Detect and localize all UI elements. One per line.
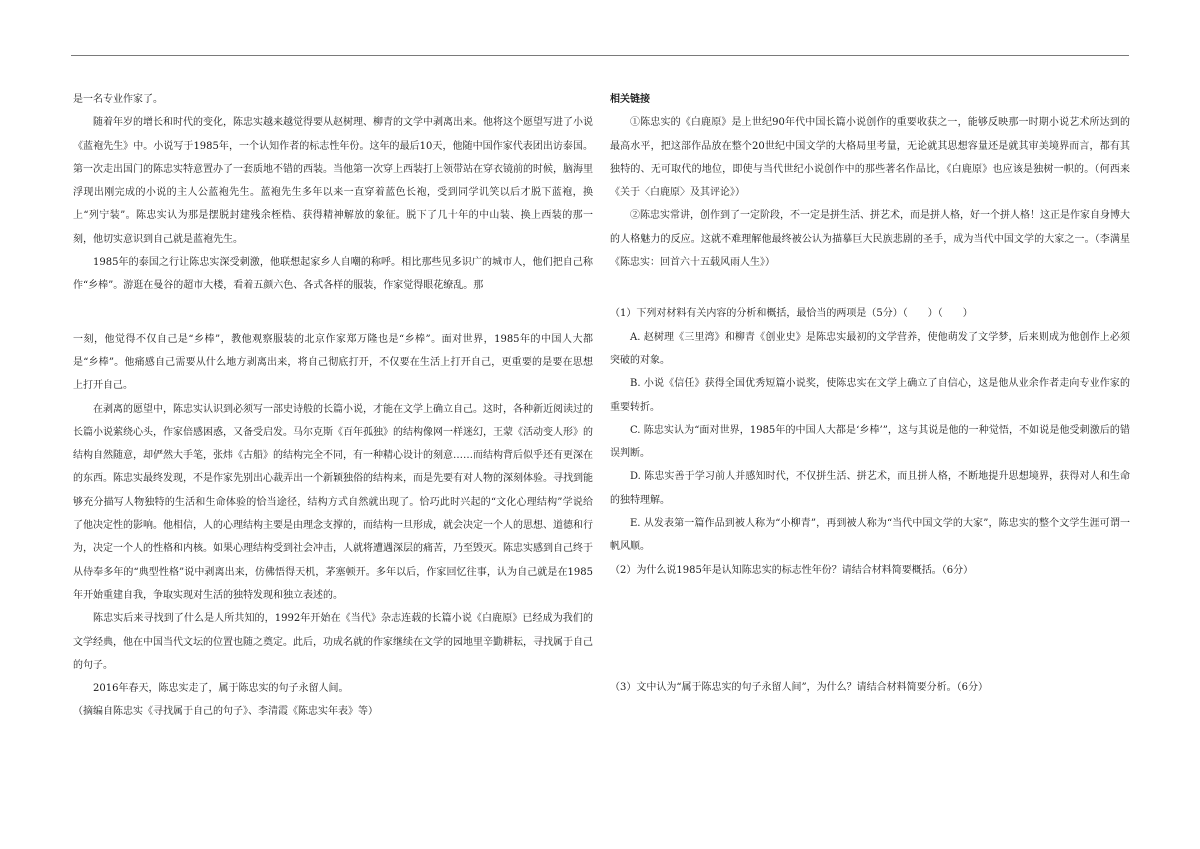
paragraph: 随着年岁的增长和时代的变化，陈忠实越来越觉得要从赵树理、柳青的文学中剥离出来。他将这个愿望写进了小说《蓝袍先生》中。小说写于1985年，一个认知作者的标志性年份。这年的最后10天，他随中国作家代表团出访泰国。第一次走出国门的陈忠实特意置办了一套质地不错的西装。当他第一次穿上西装打上领带站在穿衣镜前的时候，脑海里浮现出刚完成的小说的主人公蓝袍先生。蓝袍先生多年以来一直穿着蓝色长袍，受到同学讥笑以后才脱下蓝袍，换上“列宁装”。陈忠实认为那是摆脱封建残余桎梏、获得精神解放的象征。脱下了几十年的中山装、换上西装的那一刻，他切实意识到自己就是蓝袍先生。 <box>73 117 593 245</box>
question-2: （2）为什么说1985年是认知陈忠实的标志性年份？请结合材料简要概括。（6分） <box>610 564 974 576</box>
header-rule <box>71 55 1129 56</box>
related-link-1: ①陈忠实的《白鹿原》是上世纪90年代中国长篇小说创作的重要收获之一，能够反映那一时期小说艺术所达到的最高水平，把这部作品放在整个20世纪中国文学的大格局里考量，无论就其思想容量还是就其审美境界而言，都有其独特的、无可取代的地位，即使与当代世纪小说创作中的那些著名作品比，《白鹿原》也应该是独树一帜的。（何西来《关于〈白鹿原〉及其评论》） <box>610 117 1130 199</box>
question-3: （3）文中认为“属于陈忠实的句子永留人间”，为什么？请结合材料简要分析。（6分） <box>610 681 988 693</box>
paragraph: 一刻，他觉得不仅自己是“乡棒”，教他观察服装的北京作家郑万隆也是“乡棒”。面对世界，1985年的中国人大都是“乡棒”。他痛感自己需要从什么地方剥离出来，将自己彻底打开，不仅要在生活上打开自己，更重要的是要在思想上打开自己。 <box>73 333 593 392</box>
paragraph: 陈忠实后来寻找到了什么是人所共知的，1992年开始在《当代》杂志连载的长篇小说《白鹿原》已经成为我们的文学经典，他在中国当代文坛的位置也随之奠定。此后，功成名就的作家继续在文学的园地里辛勤耕耘，寻找属于自己的句子。 <box>73 613 593 671</box>
right-column <box>610 88 1130 699</box>
paragraph: 1985年的泰国之行让陈忠实深受刺激，他联想起家乡人自嘲的称呼。相比那些见多识广的城市人，他们把自己称作“乡棒”。游逛在曼谷的超市大楼，看着五颜六色、各式各样的服装，作家觉得眼花缭乱。那 <box>73 257 593 292</box>
answer-space <box>610 582 1130 676</box>
left-column <box>73 88 593 724</box>
question-1: （1）下列对材料有关内容的分析和概括，最恰当的两项是（5分）（ ）（ ） <box>610 308 973 320</box>
source-citation: （摘编自陈忠实《寻找属于自己的句子》、李清霞《陈忠实年表》等） <box>73 706 378 718</box>
section-gap <box>610 274 1130 302</box>
section-heading: 相关链接 <box>610 94 650 105</box>
paragraph: 2016年春天，陈忠实走了，属于陈忠实的句子永留人间。 <box>93 683 349 695</box>
option-a: A. 赵树理《三里湾》和柳青《创业史》是陈忠实最初的文学营养，使他萌发了文学梦，后来则成为他创作上必须突破的对象。 <box>610 331 1130 366</box>
option-d: D. 陈忠实善于学习前人并感知时代，不仅拼生活、拼艺术，而且拼人格，不断地提升思想境界，获得对人和生命的独特理解。 <box>610 471 1130 506</box>
related-link-2: ②陈忠实常讲，创作到了一定阶段，不一定是拼生活、拼艺术，而是拼人格，好一个拼人格！这正是作家自身博大的人格魅力的反应。这就不难理解他最终被公认为描摹巨大民族悲剧的圣手，成为当代中国文学的大家之一。（李满星《陈忠实：回首六十五载风雨人生》） <box>610 210 1130 269</box>
paragraph: 在剥离的愿望中，陈忠实认识到必须写一部史诗般的长篇小说，才能在文学上确立自己。这时，各种新近阅读过的长篇小说萦绕心头，作家倍感困惑，又备受启发。马尔克斯《百年孤独》的结构像网一样迷幻，王蒙《活动变人形》的结构自然随意，却俨然大手笔，张炜《古船》的结构完全不同，有一种精心设计的刻意……而结构背后似乎还有更深在的东西。陈忠实最终发现，不是作家先别出心裁弄出一个新颖独俗的结构来，而是先要有对人物的深刻体验。寻找到能够充分描写人物独特的生活和生命体验的恰当途径，结构方式自然就出现了。恰巧此时兴起的“文化心理结构”学说给了他决定性的影响。他相信，人的心理结构主要是由理念支撑的，而结构一旦形成，就会决定一个人的思想、道德和行为，决定一个人的性格和内核。如果心理结构受到社会冲击，人就将遭遇深层的痛苦，乃至毁灭。陈忠实感到自己终于从侍奉多年的“典型性格”说中剥离出来，仿佛悟得天机，茅塞顿开。多年以后，作家回忆往事，认为自己就是在1985年开始重建自我，争取实现对生活的独特发现和独立表述的。 <box>73 403 593 601</box>
page-gap <box>73 298 593 328</box>
paragraph: 是一名专业作家了。 <box>73 94 163 105</box>
option-c: C. 陈忠实认为“面对世界，1985年的中国人大都是‘乡棒’”，这与其说是他的一种觉悟，不如说是他受刺激后的错误判断。 <box>610 424 1130 460</box>
option-e: E. 从发表第一篇作品到被人称为“小柳青”，再到被人称为“当代中国文学的大家”，陈忠实的整个文学生涯可谓一帆风顺。 <box>610 518 1130 553</box>
option-b: B. 小说《信任》获得全国优秀短篇小说奖，使陈忠实在文学上确立了自信心，这是他从业余作者走向专业作家的重要转折。 <box>610 378 1130 413</box>
